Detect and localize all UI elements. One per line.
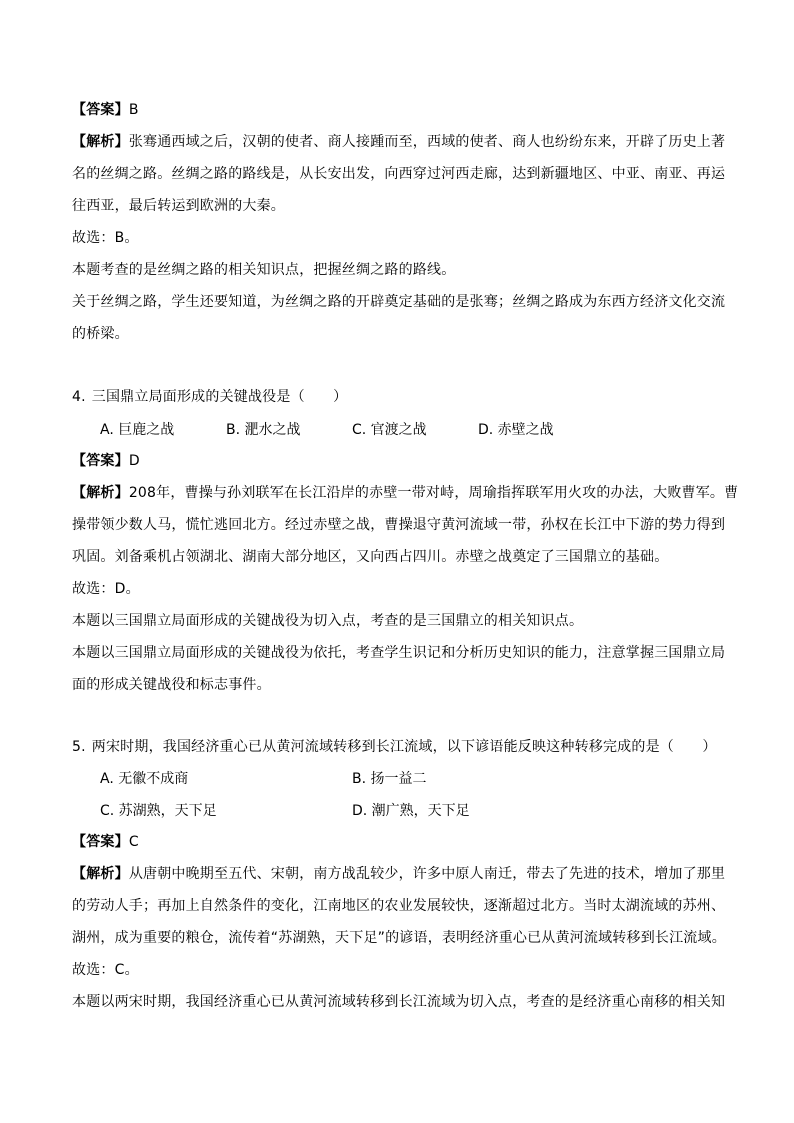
q5-note-1: 本题以两宋时期，我国经济重心已从黄河流域转移到长江流域为切入点，考查的是经济重心南移的相关知 [72, 994, 726, 1010]
q3-analysis-line-1: 【解析】张骞通西域之后，汉朝的使者、商人接踵而至，西域的使者、商人也纷纷东来，开辟了历史上著 [72, 134, 726, 150]
question-number: 5. [72, 739, 86, 755]
q4-option-d: D. 赤壁之战 [478, 422, 554, 438]
q4-analysis-line-2: 操带领少数人马，慌忙逃回北方。经过赤壁之战，曹操退守黄河流域一带，孙权在长江中下游的势力得到 [72, 517, 726, 533]
q5-option-a: A. 无徽不成商 [100, 771, 189, 787]
q5-option-b: B. 扬一益二 [352, 771, 427, 787]
q4-analysis-line-3: 巩固。刘备乘机占领湖北、湖南大部分地区，又向西占四川。赤壁之战奠定了三国鼎立的基础。 [72, 549, 669, 565]
q3-answer [72, 100, 732, 120]
question-number: 4. [72, 389, 86, 405]
answer-label: 【答案】 [72, 834, 129, 850]
analysis-label: 【解析】 [72, 866, 129, 882]
answer-value: D [128, 453, 140, 469]
q3-analysis-line-3: 往西亚，最后转运到欧洲的大秦。 [72, 198, 285, 214]
answer-value: C [128, 834, 139, 850]
q4-note-1: 本题以三国鼎立局面形成的关键战役为切入点，考查的是三国鼎立的相关知识点。 [72, 613, 584, 629]
q5-conclusion: 故选：C。 [72, 962, 139, 978]
q4-answer [72, 451, 732, 471]
q3-note-1: 本题考查的是丝绸之路的相关知识点，把握丝绸之路的路线。 [72, 262, 456, 278]
answer-label: 【答案】 [72, 102, 129, 118]
q4-note-3: 面的形成关键战役和标志事件。 [72, 677, 271, 693]
q4-option-c: C. 官渡之战 [352, 422, 427, 438]
q5-stem [72, 737, 732, 757]
question-stem: 三国鼎立局面形成的关键战役是（ ） [91, 389, 348, 405]
answer-value: B [128, 102, 139, 118]
q5-analysis-line-3: 湖州，成为重要的粮仓，流传着“苏湖熟，天下足”的谚语，表明经济重心已从黄河流域转移到长江流域。 [72, 930, 726, 946]
q3-conclusion: 故选：B。 [72, 230, 139, 246]
analysis-label: 【解析】 [72, 485, 129, 501]
q5-option-d: D. 潮广熟，天下足 [352, 803, 470, 819]
q5-analysis-line-2: 的劳动人手；再加上自然条件的变化，江南地区的农业发展较快，逐渐超过北方。当时太湖流域的苏州、 [72, 898, 726, 914]
q4-option-b: B. 淝水之战 [226, 422, 301, 438]
q3-analysis-line-2: 名的丝绸之路。丝绸之路的路线是，从长安出发，向西穿过河西走廊，达到新疆地区、中亚、南亚、再运 [72, 166, 726, 182]
q4-conclusion: 故选：D。 [72, 581, 140, 597]
q3-note-2: 关于丝绸之路，学生还要知道，为丝绸之路的开辟奠定基础的是张骞；丝绸之路成为东西方经济文化交流 [72, 294, 726, 310]
q5-analysis-line-1: 【解析】从唐朝中晚期至五代、宋朝，南方战乱较少，许多中原人南迁，带去了先进的技术，增加了那里 [72, 866, 726, 882]
q4-analysis-line-1: 【解析】208年，曹操与孙刘联军在长江沿岸的赤壁一带对峙，周瑜指挥联军用火攻的办法，大败曹军。曹 [72, 485, 739, 501]
answer-label: 【答案】 [72, 453, 129, 469]
analysis-label: 【解析】 [72, 134, 129, 150]
q5-option-c: C. 苏湖熟，天下足 [100, 803, 217, 819]
q3-note-3: 的桥梁。 [72, 326, 129, 342]
q5-answer [72, 832, 732, 852]
q4-stem [72, 387, 732, 407]
q4-option-a: A. 巨鹿之战 [100, 422, 175, 438]
q4-note-2: 本题以三国鼎立局面形成的关键战役为依托，考查学生识记和分析历史知识的能力，注意掌握三国鼎立局 [72, 645, 726, 661]
question-stem: 两宋时期，我国经济重心已从黄河流域转移到长江流域，以下谚语能反映这种转移完成的是（ ） [91, 739, 717, 755]
